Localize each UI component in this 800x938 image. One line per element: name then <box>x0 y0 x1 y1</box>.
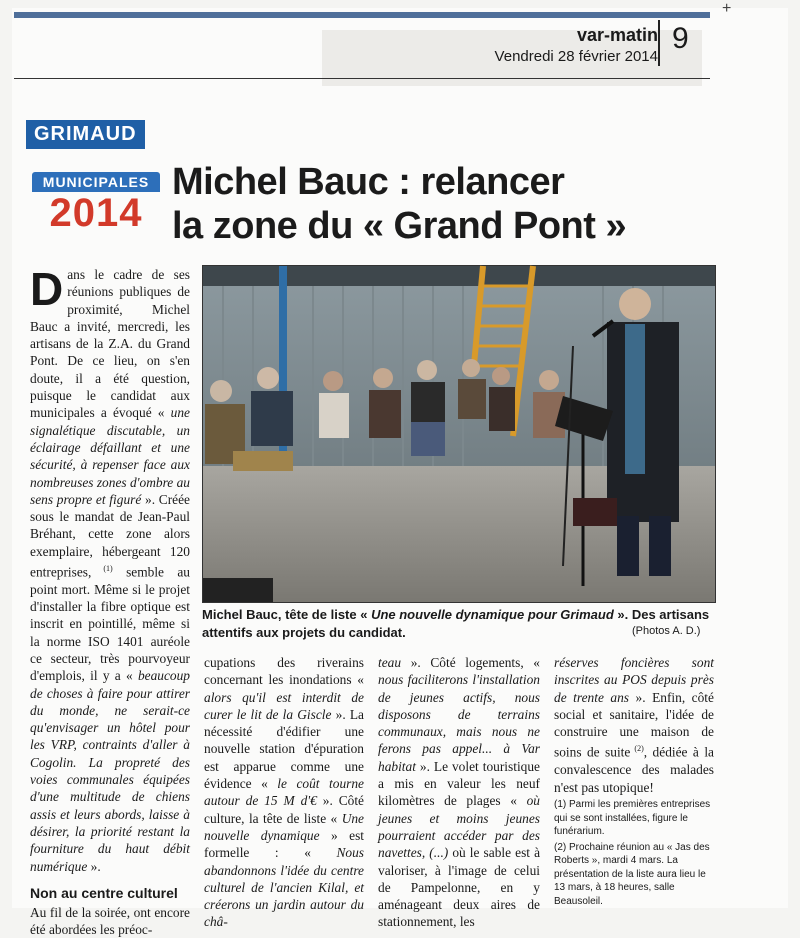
caption-prefix: Michel Bauc, tête de liste « <box>202 607 372 622</box>
col1-text-f: Au fil de la soirée, ont encore été abordées les préoc- <box>30 904 190 938</box>
col1-text-e: ». <box>87 858 101 874</box>
article-column-4 <box>554 654 714 796</box>
footnote-2: (2) Prochaine réunion au « Jas des Roberts », mardi 4 mars. La présentation de la liste aura lieu le 13 mars, à 18 heures, salle Beausoleil. <box>554 841 710 907</box>
article-column-1 <box>30 263 190 938</box>
col3-quote-2: nous faciliterons l'installation de jeunes actifs, nous disposons de terrains communaux, mais nous ne ferons pas appel... à Var habitat <box>378 672 540 774</box>
issue-date: Vendredi 28 février 2014 <box>494 48 658 65</box>
caption-slogan: Une nouvelle dynamique pour Grimaud <box>371 607 614 622</box>
col4-text-a: ». Enfin, côté social et sanitaire, l'idée de construire une maison de soins de suite <box>554 689 714 760</box>
headline-line-2: la zone du « Grand Pont » <box>172 205 627 247</box>
col3-quote-1: teau <box>378 655 402 670</box>
drop-cap: D <box>30 263 64 315</box>
header-rule <box>14 78 710 79</box>
municipales-logo <box>32 172 160 242</box>
col2-quote-3: Une nouvelle dynamique <box>204 810 364 843</box>
col2-text-a: cupations des riverains concernant les inondations « <box>204 655 364 688</box>
col3-text-a: ». Côté logements, « <box>401 655 540 670</box>
top-rule <box>14 12 710 18</box>
col1-text-d: semble au point mort. Même si le projet d'installer la fibre optique est inscrit en pointillé, même si la norme ISO 1401 auréole ce secteur, très pourvoyeur d'emplois, il y a « <box>30 564 190 684</box>
article-column-2 <box>204 654 364 931</box>
footnotes <box>554 798 714 910</box>
subheading: Non au centre culturel <box>30 884 178 901</box>
headline-line-1: Michel Bauc : relancer <box>172 161 565 203</box>
col2-quote-1: alors qu'il est interdit de curer le lit de la Giscle <box>204 689 364 722</box>
article-column-3 <box>378 654 540 931</box>
col1-text-a: ans le cadre de ses réunions publiques de proximité, Michel Bauc a invité, mercredi, les artisans de la Z.A. du Grand Pont. De ce lieu, on s'en doute, il a été question, puisque le candidat aux municipales a évoqué « <box>30 267 190 421</box>
col2-quote-2: le coût tourne autour de 15 M d'€ <box>204 776 364 809</box>
col3-text-c: où le sable est à valoriser, à l'image de celui de Pampelonne, en y aménageant deux aires de stationnement, les <box>378 845 541 930</box>
section-tag: GRIMAUD <box>26 120 145 149</box>
logo-year: 2014 <box>49 191 143 235</box>
col4-quote-1: réserves foncières sont inscrites au POS depuis près de trente ans <box>554 655 714 705</box>
col1-quote-2: beaucoup de choses à faire pour attirer du monde, ne serait-ce qu'envisager un hôtel pour les VRP, contraints d'aller à Cogolin. La propreté des voies communales équipées d'une multitude de chiens assis et leurs abords, laisse à désirer, la priorité restant la fourniture du haut débit numérique <box>30 668 190 874</box>
headline <box>172 160 732 248</box>
photo-credit: (Photos A. D.) <box>632 625 701 637</box>
col1-quote-1: une signalétique discutable, un éclairage défaillant et une sécurité, à repenser face aux nombreuses zones d'ombre au sens propre et figuré <box>30 405 190 507</box>
col3-text-b: ». Le volet touristique a mis en valeur les neuf kilomètres de plages « <box>378 758 540 809</box>
paper-name: var-matin <box>576 25 658 45</box>
newspaper-page <box>12 8 788 938</box>
col2-quote-4: Nous abandonnons l'idée du centre culturel de l'ancien Kilal, et créerons un jardin autour du châ- <box>204 845 364 930</box>
col3-quote-3: où jeunes et moins jeunes pourraient accéder par des navettes, (...) <box>378 793 540 861</box>
col4-text-b: , dédiée à la convalescence des malades n'est pas utopique! <box>554 744 714 795</box>
masthead <box>495 25 658 65</box>
footnote-1: (1) Parmi les premières entreprises qui se sont installées, figure le funérarium. <box>554 799 711 837</box>
crop-mark: + <box>722 0 732 17</box>
col2-text-b: ». La nécessité d'édifier une nouvelle station d'épuration est apparue comme une évidence « <box>204 706 364 792</box>
footnote-ref-1: (1) <box>91 564 113 574</box>
article-photo <box>202 265 716 603</box>
footnote-ref-2: (2) <box>630 744 644 754</box>
col1-text-c: Créée sous le mandat de Jean-Paul Bréhant, cette zone alors exemplaire, hébergeant 120 entreprises, <box>30 491 190 580</box>
col1-text-b: ». <box>141 491 156 507</box>
page-number: 9 <box>658 20 689 66</box>
logo-label: MUNICIPALES <box>32 172 160 192</box>
photo-illustration <box>203 266 715 602</box>
col2-text-c: ». Côté culture, la tête de liste « <box>204 793 364 826</box>
caption-suffix: ». Des artisans attentifs aux projets du candidat. <box>202 607 710 640</box>
col2-text-d: » est formelle : « <box>204 827 365 861</box>
